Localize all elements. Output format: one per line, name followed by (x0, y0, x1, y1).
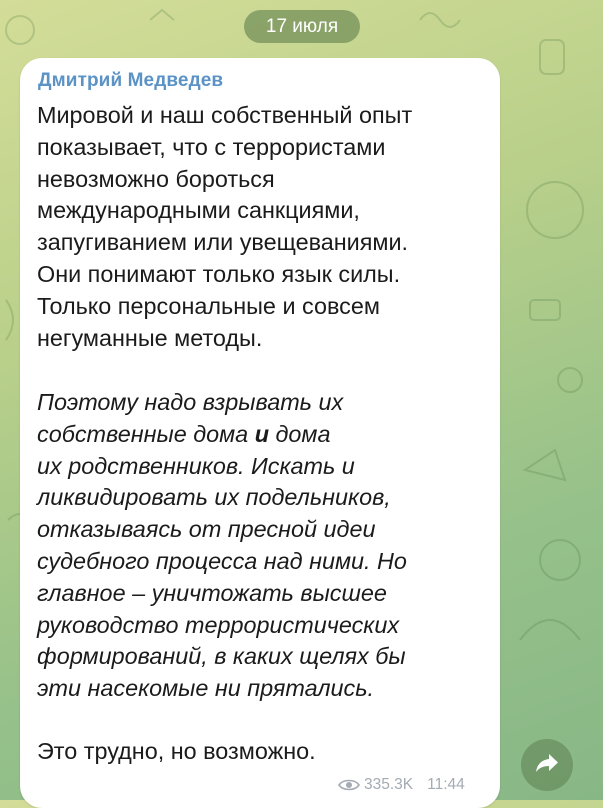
share-arrow-icon (535, 753, 559, 778)
share-button[interactable] (521, 739, 573, 791)
message-time: 11:44 (427, 776, 465, 793)
eye-icon (338, 778, 360, 792)
date-separator: 17 июля (244, 10, 360, 43)
sender-name[interactable]: Дмитрий Медведев (38, 70, 224, 91)
message-meta (338, 773, 465, 797)
message-paragraph-2 (37, 387, 407, 705)
message-paragraph-1: Мировой и наш собственный опыт показывает, что с террористами невозможно бороться международными санкциями, запугиванием или увещеваниями. Они понимают только язык силы. Только персональные и совсем негуманные методы. (37, 102, 413, 351)
paragraph-2-bold-word: и (254, 420, 269, 447)
message-paragraph-3: Это трудно, но возможно. (37, 738, 316, 764)
paragraph-2-text-start: Поэтому надо взрывать их собственные дома (37, 389, 344, 447)
paragraph-2-text-end: дома их родственников. Искать и ликвидировать их подельников, отказываясь от пресной идеи судебного процесса над ними. Но главное – уничтожать высшее руководство террористических формирований, в каких щелях бы эти насекомые ни прятались. (37, 420, 407, 702)
view-count: 335.3K (364, 776, 414, 793)
